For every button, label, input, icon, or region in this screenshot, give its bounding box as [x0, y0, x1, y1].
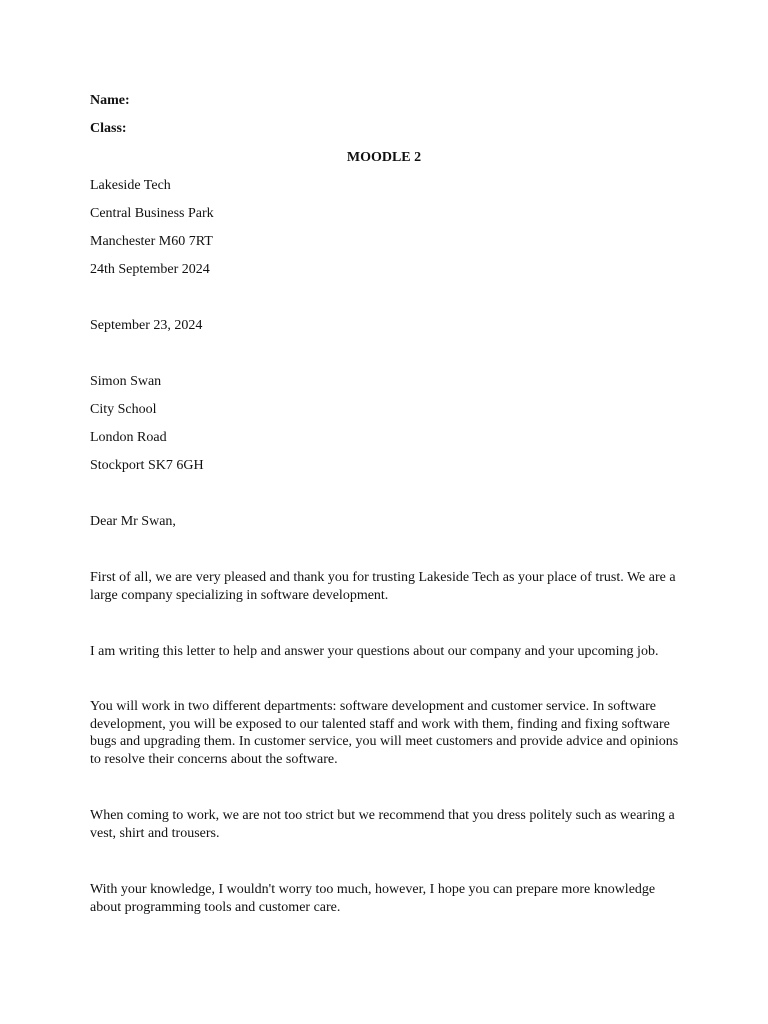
recipient-name: Simon Swan: [90, 374, 162, 389]
body-paragraph: With your knowledge, I wouldn't worry too much, however, I hope you can prepare more knowledge about programming tools and customer care.: [90, 882, 656, 915]
body-paragraph: First of all, we are very pleased and thank you for trusting Lakeside Tech as your place of trust. We are a large company specializing in software development.: [90, 570, 676, 603]
document-title: MOODLE 2: [346, 150, 422, 165]
recipient-organization: City School: [90, 402, 157, 417]
recipient-street: London Road: [90, 430, 167, 445]
sender-street: Central Business Park: [90, 206, 214, 221]
body-paragraph: When coming to work, we are not too strict but we recommend that you dress politely such as wearing a vest, shirt and trousers.: [90, 808, 675, 841]
class-label: Class:: [90, 121, 127, 136]
body-paragraph: I am writing this letter to help and answer your questions about our company and your upcoming job.: [90, 644, 659, 659]
sender-company: Lakeside Tech: [90, 178, 171, 193]
recipient-city: Stockport SK7 6GH: [90, 458, 204, 473]
body-paragraph: You will work in two different departments: software development and customer service. In software development, you will be exposed to our talented staff and work with them, finding and fixing software bugs and upgrading them. In customer service, you will meet customers and provide advice and opinions to resolve their concerns about the software.: [90, 699, 679, 767]
name-label: Name:: [90, 93, 130, 108]
salutation: Dear Mr Swan,: [90, 514, 176, 529]
letter-date: September 23, 2024: [90, 318, 203, 333]
sender-city: Manchester M60 7RT: [90, 234, 213, 249]
sender-date: 24th September 2024: [90, 262, 210, 277]
